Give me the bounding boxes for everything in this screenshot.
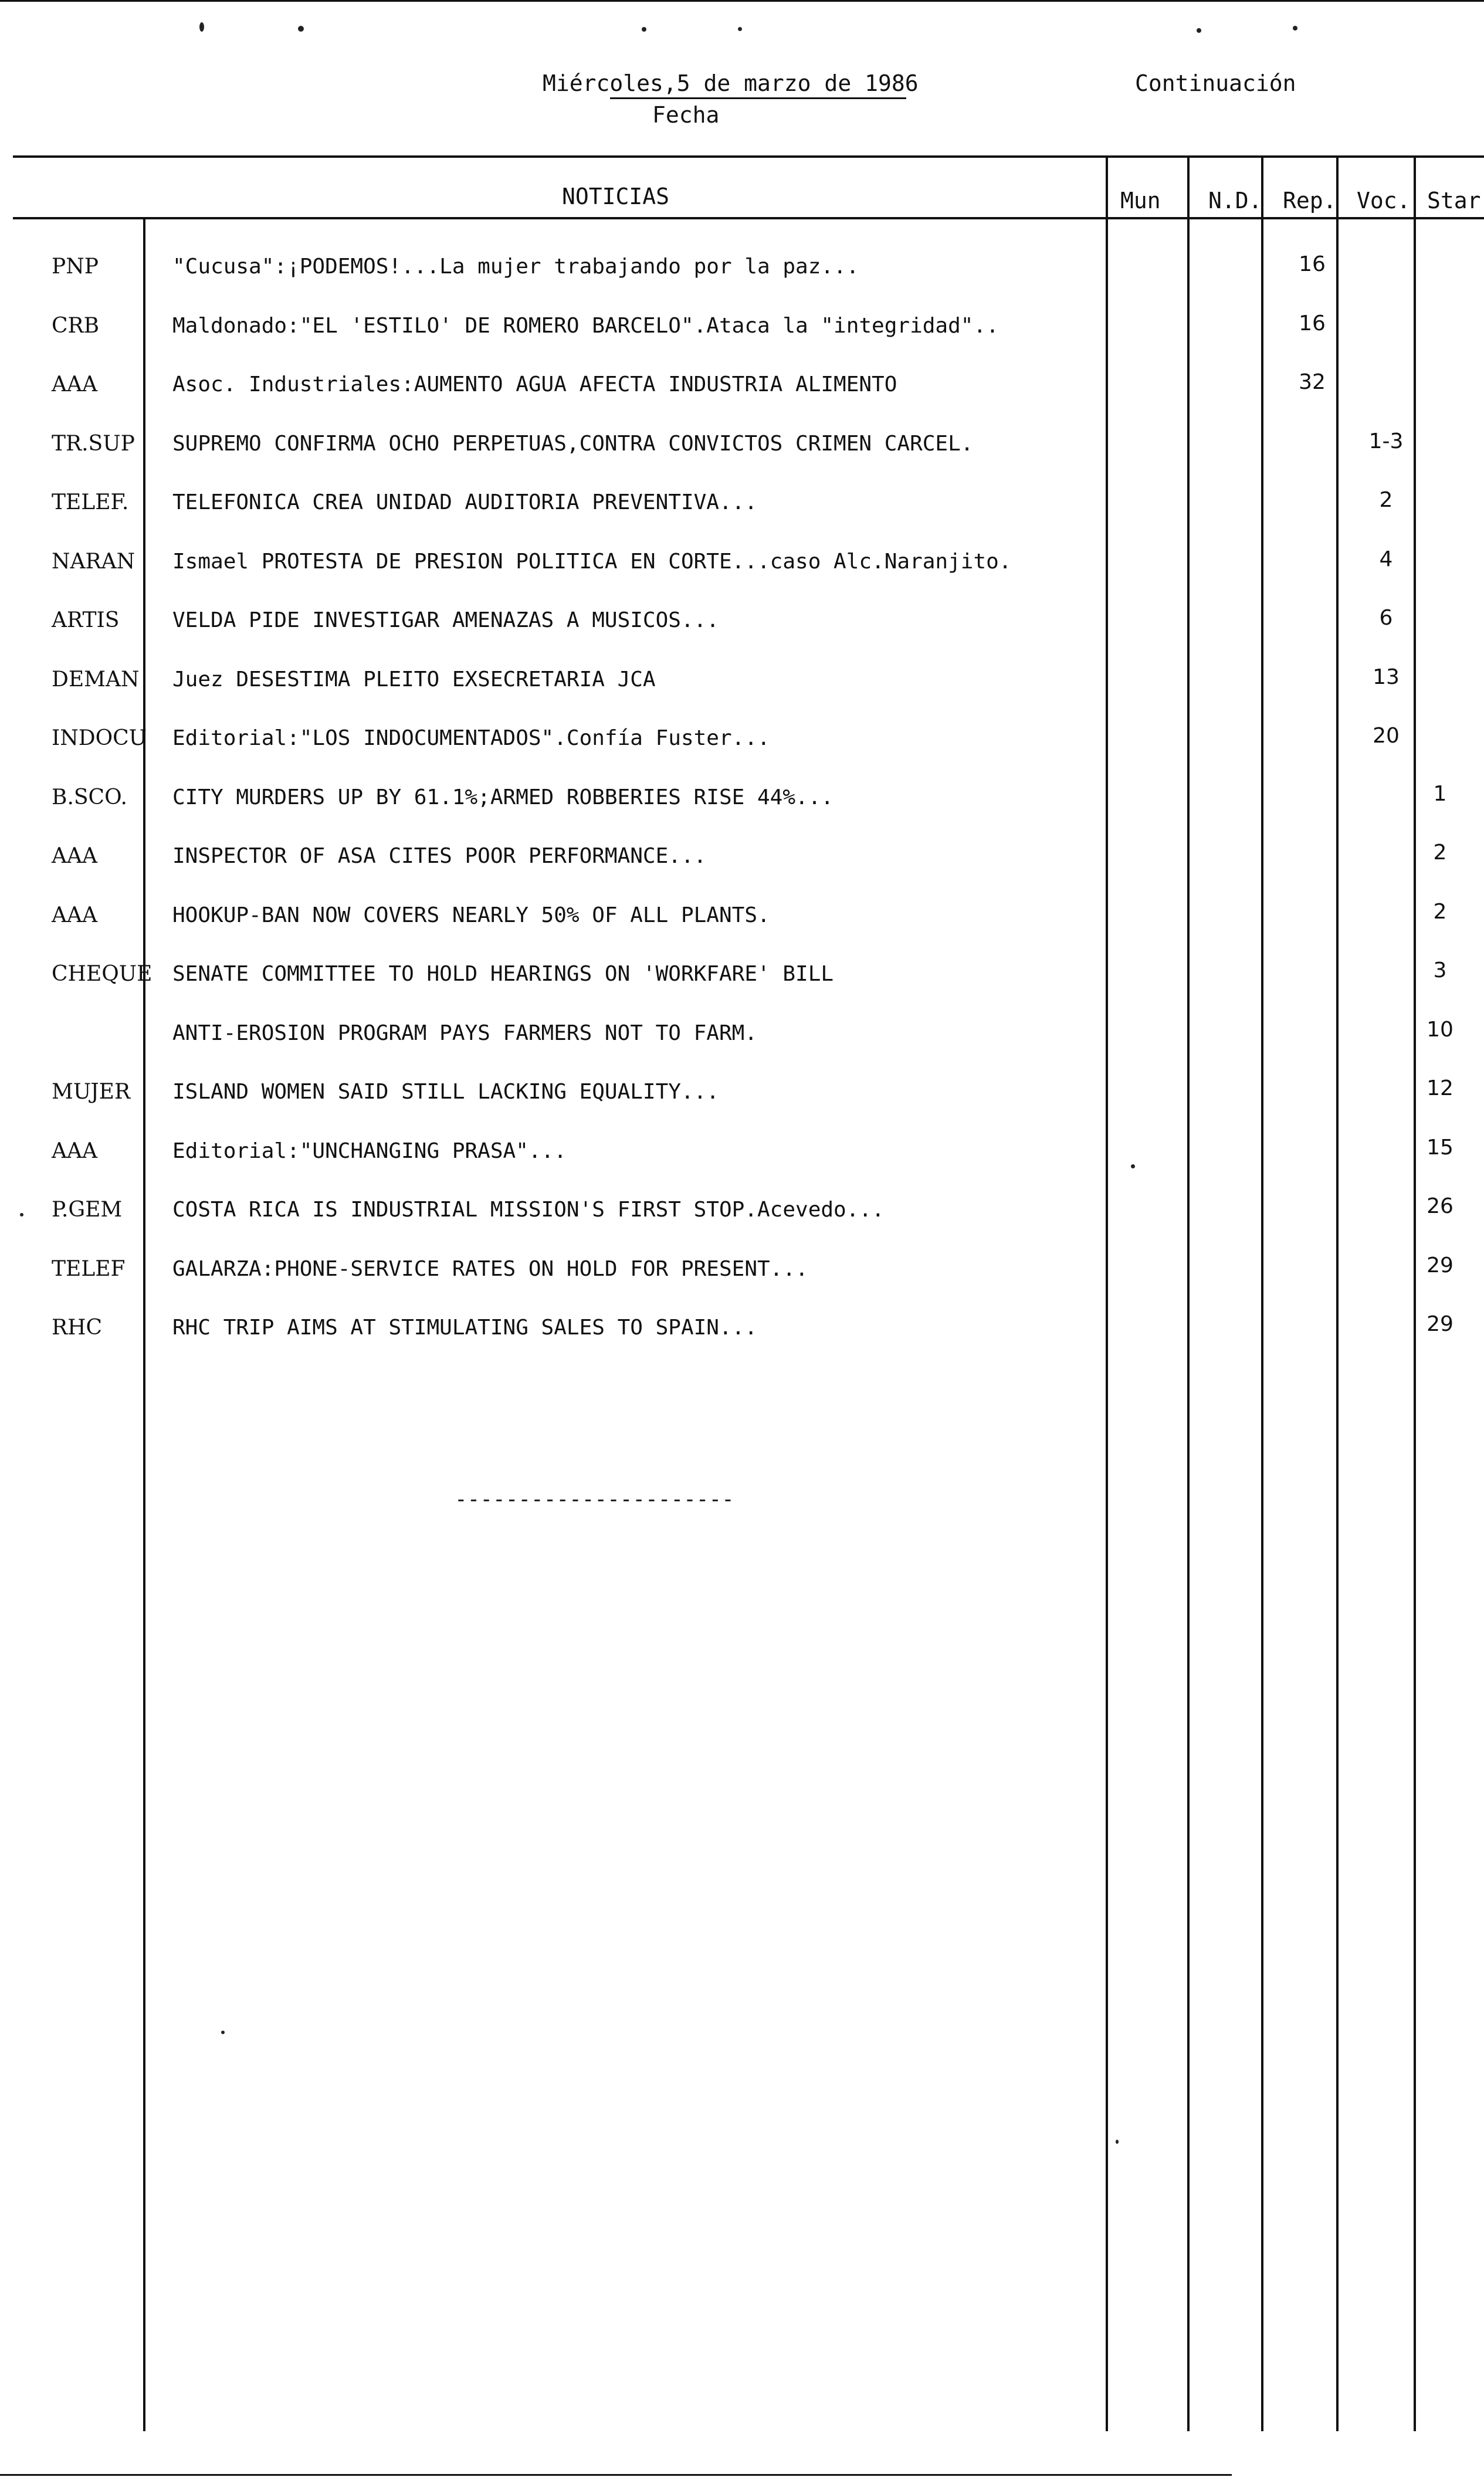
scan-speck xyxy=(199,22,204,32)
code-column-rule xyxy=(143,217,145,2431)
row-star: 15 xyxy=(1427,1136,1453,1160)
row-headline: SENATE COMMITTEE TO HOLD HEARINGS ON 'WORKFARE' BILL xyxy=(172,962,834,986)
row-headline: CITY MURDERS UP BY 61.1%;ARMED ROBBERIES RISE 44%... xyxy=(172,785,834,809)
row-code: ARTIS xyxy=(52,608,120,632)
row-headline: Editorial:"LOS INDOCUMENTADOS".Confía Fuster... xyxy=(172,726,770,750)
row-headline: TELEFONICA CREA UNIDAD AUDITORIA PREVENTIVA... xyxy=(172,490,757,514)
row-star: 26 xyxy=(1427,1194,1453,1218)
row-star: 1 xyxy=(1433,782,1447,806)
row-voc: 13 xyxy=(1373,665,1400,689)
row-code: P.GEM xyxy=(52,1198,123,1222)
row-headline: Asoc. Industriales:AUMENTO AGUA AFECTA INDUSTRIA ALIMENTO xyxy=(172,372,897,397)
row-code: MUJER xyxy=(52,1080,131,1104)
row-star: 2 xyxy=(1433,841,1447,865)
row-code: NARAN xyxy=(52,550,135,574)
nd-column-rule xyxy=(1187,155,1190,2431)
row-headline: Maldonado:"EL 'ESTILO' DE ROMERO BARCELO".Ataca la "integridad".. xyxy=(172,314,999,338)
scan-speck xyxy=(20,1213,23,1216)
top-border xyxy=(0,0,1484,2)
scan-speck xyxy=(738,27,742,31)
row-headline: ISLAND WOMEN SAID STILL LACKING EQUALITY... xyxy=(172,1080,719,1104)
star-header: Star xyxy=(1427,188,1481,214)
row-star: 10 xyxy=(1427,1018,1453,1042)
row-voc: 2 xyxy=(1379,488,1393,512)
row-headline: INSPECTOR OF ASA CITES POOR PERFORMANCE... xyxy=(172,844,707,868)
row-star: 12 xyxy=(1427,1076,1453,1100)
row-headline: Editorial:"UNCHANGING PRASA"... xyxy=(172,1139,567,1163)
row-headline: GALARZA:PHONE-SERVICE RATES ON HOLD FOR PRESENT... xyxy=(172,1257,808,1281)
row-headline: VELDA PIDE INVESTIGAR AMENAZAS A MUSICOS... xyxy=(172,608,719,632)
row-code: TELEF. xyxy=(52,490,129,514)
footer-separator: ---------------------- xyxy=(455,1487,734,1512)
scan-speck xyxy=(1197,28,1201,33)
row-code: INDOCU xyxy=(52,726,147,750)
scan-speck xyxy=(642,27,646,32)
row-star: 29 xyxy=(1427,1312,1453,1336)
continuation-label: Continuación xyxy=(1135,70,1296,96)
row-voc: 4 xyxy=(1379,547,1393,571)
row-code: AAA xyxy=(52,372,97,397)
rep-header: Rep. xyxy=(1283,188,1337,214)
table-bottom-rule xyxy=(0,2474,1232,2476)
row-code: B.SCO. xyxy=(52,785,127,809)
nd-header: N.D. xyxy=(1208,188,1262,214)
row-code: RHC xyxy=(52,1316,103,1340)
row-star: 2 xyxy=(1433,900,1447,924)
voc-header: Voc. xyxy=(1357,188,1411,214)
voc-column-rule xyxy=(1336,155,1339,2431)
row-voc: 6 xyxy=(1379,606,1393,630)
row-headline: RHC TRIP AIMS AT STIMULATING SALES TO SPAIN... xyxy=(172,1316,757,1340)
row-voc: 20 xyxy=(1373,724,1400,748)
row-headline: Juez DESESTIMA PLEITO EXSECRETARIA JCA xyxy=(172,667,656,692)
row-code: AAA xyxy=(52,844,97,868)
row-rep: 32 xyxy=(1299,370,1326,394)
row-code: TR.SUP xyxy=(52,432,135,456)
scan-speck xyxy=(1293,26,1297,31)
row-headline: Ismael PROTESTA DE PRESION POLITICA EN CORTE...caso Alc.Naranjito. xyxy=(172,550,1012,574)
scan-speck xyxy=(1131,1164,1135,1168)
row-headline: HOOKUP-BAN NOW COVERS NEARLY 50% OF ALL PLANTS. xyxy=(172,903,770,927)
scan-speck xyxy=(1116,2140,1119,2144)
scan-speck xyxy=(298,26,304,32)
row-headline: "Cucusa":¡PODEMOS!...La mujer trabajando por la paz... xyxy=(172,255,859,279)
row-star: 29 xyxy=(1427,1253,1453,1277)
row-headline: COSTA RICA IS INDUSTRIAL MISSION'S FIRST STOP.Acevedo... xyxy=(172,1198,885,1222)
noticias-header: NOTICIAS xyxy=(562,184,670,209)
row-rep: 16 xyxy=(1299,311,1326,336)
row-code: AAA xyxy=(52,903,97,927)
date-line: Miércoles,5 de marzo de 1986 xyxy=(543,70,919,96)
row-code: TELEF xyxy=(52,1257,126,1281)
row-voc: 1-3 xyxy=(1368,429,1404,453)
row-headline: ANTI-EROSION PROGRAM PAYS FARMERS NOT TO FARM. xyxy=(172,1021,757,1045)
date-caption: Fecha xyxy=(652,102,720,128)
row-rep: 16 xyxy=(1299,252,1326,276)
row-code: AAA xyxy=(52,1139,97,1163)
row-headline: SUPREMO CONFIRMA OCHO PERPETUAS,CONTRA CONVICTOS CRIMEN CARCEL. xyxy=(172,432,974,456)
date-underline xyxy=(610,97,906,99)
mun-column-rule xyxy=(1106,155,1108,2431)
row-code: DEMAN xyxy=(52,667,140,692)
row-code: PNP xyxy=(52,255,99,279)
rep-column-rule xyxy=(1261,155,1263,2431)
row-code: CRB xyxy=(52,314,100,338)
mun-header: Mun xyxy=(1120,188,1161,214)
row-code: CHEQUE xyxy=(52,962,153,986)
scan-speck xyxy=(221,2031,225,2034)
row-star: 3 xyxy=(1433,958,1447,982)
